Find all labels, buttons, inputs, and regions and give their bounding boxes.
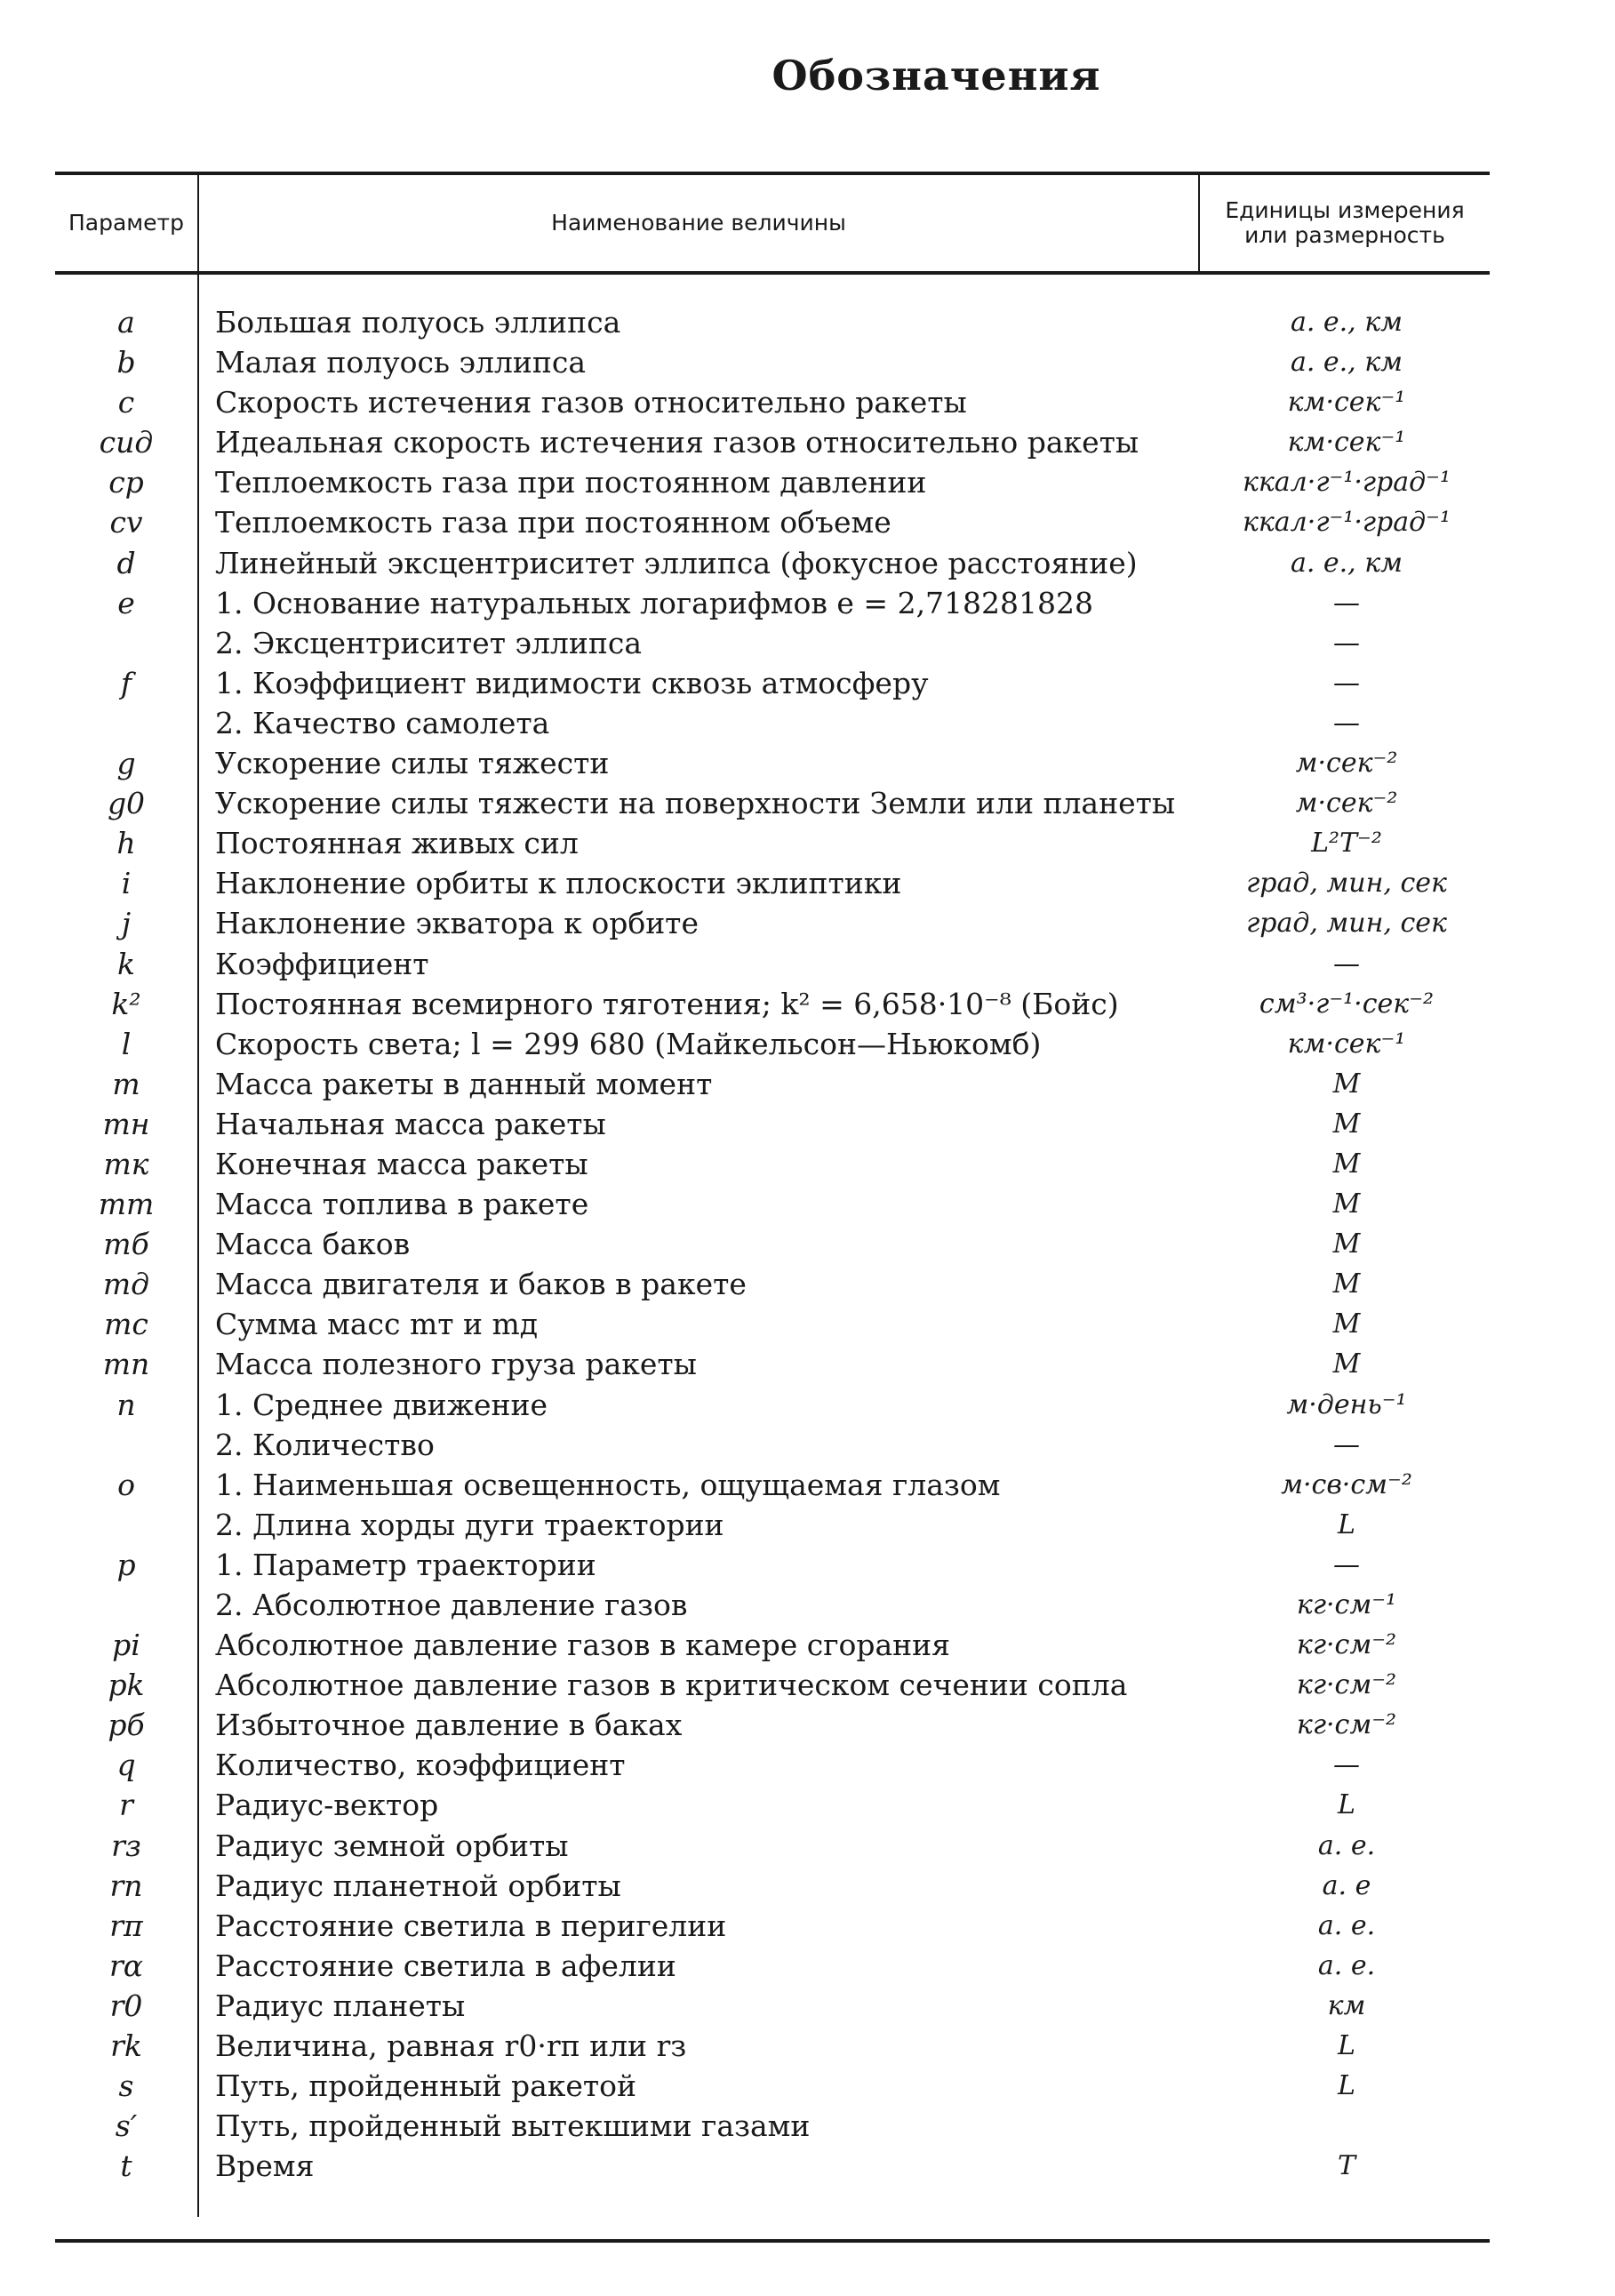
table-row (55, 663, 1490, 703)
row-units: а. е., км (1290, 547, 1403, 579)
row-param: l (121, 1026, 132, 1061)
row-units: M (1332, 1188, 1361, 1220)
row-units: км (1327, 1989, 1366, 2021)
row-param: cv (109, 505, 143, 540)
row-param: mб (103, 1227, 149, 1262)
row-units: M (1332, 1348, 1361, 1380)
row-name: Количество, коэффициент (215, 1748, 626, 1783)
table-row (55, 1986, 1490, 2026)
row-name: Скорость света; l = 299 680 (Майкельсон—Ньюкомб) (215, 1026, 1042, 1061)
row-name: Наклонение экватора к орбите (215, 906, 699, 941)
row-name: Сумма масс mт и mд (215, 1307, 539, 1342)
row-param: s (118, 2068, 134, 2104)
row-name: 2. Абсолютное давление газов (215, 1588, 688, 1622)
row-name: 2. Качество самолета (215, 705, 550, 740)
row-units: — (1333, 1548, 1360, 1580)
row-param: k² (111, 986, 141, 1021)
row-name: Избыточное давление в баках (215, 1708, 683, 1743)
row-units: а. е. (1317, 1909, 1376, 1941)
table-row (55, 1024, 1490, 1064)
row-param: e (117, 585, 135, 620)
table-row (55, 2066, 1490, 2106)
table-body (55, 302, 1490, 2186)
table-row (55, 743, 1490, 783)
row-name: Постоянная всемирного тяготения; k² = 6,658·10⁻⁸ (Бойс) (215, 986, 1119, 1021)
table-row (55, 703, 1490, 743)
row-units: м·св·см⁻² (1281, 1468, 1412, 1500)
table-row (55, 2026, 1490, 2066)
row-param: pб (108, 1708, 145, 1743)
row-units: M (1332, 1148, 1361, 1180)
row-name: Ускорение силы тяжести (215, 746, 610, 781)
row-name: Конечная масса ракеты (215, 1146, 588, 1181)
row-units: а. е. (1317, 1949, 1376, 1981)
row-param: k (117, 946, 135, 981)
table-row (55, 1385, 1490, 1425)
row-name: 2. Количество (215, 1427, 435, 1462)
row-name: Величина, равная r0·rп или rз (215, 2028, 687, 2064)
row-name: Ускорение силы тяжести на поверхности Земли или планеты (215, 786, 1176, 821)
row-param: b (116, 345, 136, 380)
row-param: s′ (115, 2108, 138, 2144)
row-units: L (1338, 2070, 1355, 2102)
row-param: d (116, 545, 136, 580)
table-row (55, 302, 1490, 342)
row-name: Скорость истечения газов относительно ракеты (215, 385, 967, 420)
row-param: j (121, 906, 132, 941)
header-name: Наименование величины (551, 210, 846, 236)
table-row (55, 1625, 1490, 1665)
row-name: Малая полуось эллипса (215, 345, 587, 380)
row-units: кг·см⁻² (1296, 1669, 1397, 1701)
row-units: — (1333, 627, 1360, 659)
table-row (55, 1946, 1490, 1986)
row-name: Постоянная живых сил (215, 826, 579, 861)
row-units: см³·г⁻¹·сек⁻² (1259, 988, 1435, 1020)
row-param: rп (109, 1868, 143, 1903)
row-units: кг·см⁻² (1296, 1629, 1397, 1661)
row-units: ккал·г⁻¹·град⁻¹ (1242, 507, 1451, 539)
table-row (55, 1465, 1490, 1505)
row-param: rα (108, 1948, 144, 1983)
row-param: mп (102, 1347, 150, 1382)
row-name: Теплоемкость газа при постоянном объеме (215, 505, 891, 540)
row-units: L (1338, 1508, 1355, 1540)
row-name: Расстояние светила в афелии (215, 1948, 676, 1983)
row-param: o (117, 1467, 135, 1502)
row-units: M (1332, 1268, 1361, 1300)
row-param: cид (99, 425, 154, 460)
row-param: r0 (109, 1988, 143, 2023)
row-name: 2. Эксцентриситет эллипса (215, 625, 643, 660)
header-units-line1: Единицы измерения (1225, 197, 1465, 223)
row-units: а. е., км (1290, 307, 1403, 338)
table-row (55, 1344, 1490, 1384)
table-row (55, 1745, 1490, 1785)
row-name: 2. Длина хорды дуги траектории (215, 1507, 724, 1542)
row-units: L (1338, 2030, 1355, 2062)
header-param: Параметр (68, 210, 184, 236)
page-title: Обозначения (772, 52, 1101, 100)
table-row (55, 623, 1490, 663)
row-units: T (1337, 2150, 1355, 2182)
table-row (55, 422, 1490, 462)
row-param: rз (111, 1828, 141, 1863)
row-units: град, мин, сек (1246, 908, 1447, 940)
table-row (55, 783, 1490, 823)
table-row (55, 583, 1490, 623)
table-row (55, 1826, 1490, 1866)
row-name: Радиус планеты (215, 1988, 466, 2023)
row-units: L (1338, 1789, 1355, 1821)
row-units: — (1333, 587, 1360, 619)
table-row (55, 1264, 1490, 1304)
table-row (55, 1224, 1490, 1264)
table-row (55, 382, 1490, 422)
row-units: M (1332, 1308, 1361, 1340)
row-param: mт (98, 1187, 155, 1222)
row-param: h (116, 826, 136, 861)
row-name: Масса ракеты в данный момент (215, 1066, 713, 1101)
row-name: 1. Среднее движение (215, 1387, 548, 1422)
header-units (1200, 175, 1490, 271)
table-row (55, 944, 1490, 984)
row-name: 1. Наименьшая освещенность, ощущаемая глазом (215, 1467, 1001, 1502)
table-row (55, 1064, 1490, 1104)
table-row (55, 1545, 1490, 1585)
row-name: Линейный эксцентриситет эллипса (фокусное расстояние) (215, 545, 1138, 580)
row-param: mд (102, 1267, 150, 1302)
row-units: км·сек⁻¹ (1287, 1028, 1406, 1060)
row-param: cp (108, 465, 144, 500)
row-units: ккал·г⁻¹·град⁻¹ (1242, 467, 1451, 499)
row-name: Расстояние светила в перигелии (215, 1908, 727, 1943)
row-param: f (120, 665, 132, 700)
row-name: 1. Основание натуральных логарифмов e = 2,718281828 (215, 585, 1094, 620)
row-name: Масса двигателя и баков в ракете (215, 1267, 747, 1302)
row-name: Большая полуось эллипса (215, 305, 621, 340)
table-row (55, 1585, 1490, 1625)
row-units: L²T⁻² (1311, 828, 1382, 860)
row-param: g (116, 746, 136, 781)
row-name: Теплоемкость газа при постоянном давлении (215, 465, 927, 500)
row-param: a (117, 305, 135, 340)
table-row (55, 1665, 1490, 1705)
table-row (55, 1705, 1490, 1745)
table-row (55, 1505, 1490, 1545)
row-param: n (116, 1387, 136, 1422)
table-row (55, 984, 1490, 1024)
table-bottom-rule (55, 2239, 1490, 2243)
row-param: i (121, 866, 132, 901)
row-units: M (1332, 1228, 1361, 1260)
table-row (55, 502, 1490, 542)
row-units: м·сек⁻² (1295, 748, 1398, 780)
row-name: Радиус планетной орбиты (215, 1868, 621, 1903)
table-row (55, 1184, 1490, 1224)
row-name: Радиус-вектор (215, 1788, 439, 1823)
row-name: Начальная масса ракеты (215, 1106, 606, 1141)
row-name: Радиус земной орбиты (215, 1828, 569, 1863)
row-param: rk (110, 2028, 142, 2064)
row-param: r (119, 1788, 133, 1823)
row-name: 1. Параметр траектории (215, 1547, 596, 1582)
row-param: t (120, 2148, 132, 2184)
row-units: км·сек⁻¹ (1287, 427, 1406, 459)
row-units: кг·см⁻¹ (1296, 1589, 1397, 1620)
row-param: mк (103, 1146, 149, 1181)
row-param: g0 (107, 786, 146, 821)
table-row (55, 2106, 1490, 2146)
row-name: Масса баков (215, 1227, 411, 1262)
row-param: m (112, 1066, 140, 1101)
row-units: — (1333, 1428, 1360, 1460)
row-name: Абсолютное давление газов в критическом сечении сопла (215, 1668, 1128, 1703)
row-name: Наклонение орбиты к плоскости эклиптики (215, 866, 902, 901)
table-row (55, 543, 1490, 583)
table-row (55, 1866, 1490, 1906)
row-name: Идеальная скорость истечения газов относительно ракеты (215, 425, 1139, 460)
header-units-line2: или размерность (1244, 222, 1445, 248)
row-param: p (116, 1547, 136, 1582)
row-units: град, мин, сек (1246, 868, 1447, 900)
row-name: Коэффициент (215, 946, 429, 981)
table-row (55, 1906, 1490, 1946)
row-units: M (1332, 1108, 1361, 1140)
row-units: — (1333, 948, 1360, 980)
row-name: Масса топлива в ракете (215, 1187, 589, 1222)
row-name: 1. Коэффициент видимости сквозь атмосферу (215, 665, 929, 700)
row-units: м·день⁻¹ (1286, 1388, 1407, 1420)
row-param: pk (108, 1668, 145, 1703)
row-units: а. е (1322, 1869, 1371, 1901)
row-param: mн (102, 1106, 150, 1141)
row-param: mс (104, 1307, 148, 1342)
row-units: M (1332, 1068, 1361, 1100)
row-units: — (1333, 1749, 1360, 1781)
row-name: Масса полезного груза ракеты (215, 1347, 697, 1382)
row-units: а. е., км (1290, 347, 1403, 379)
row-units: а. е. (1317, 1829, 1376, 1861)
row-name: Путь, пройденный ракетой (215, 2068, 637, 2104)
row-param: c (117, 385, 135, 420)
row-units: — (1333, 667, 1360, 699)
table-row (55, 1304, 1490, 1344)
row-units: — (1333, 707, 1360, 739)
row-name: Время (215, 2148, 315, 2184)
table-row (55, 1104, 1490, 1144)
table-row (55, 823, 1490, 863)
row-name: Путь, пройденный вытекшими газами (215, 2108, 811, 2144)
row-param: q (116, 1748, 136, 1783)
table-row (55, 1785, 1490, 1825)
table-row (55, 1144, 1490, 1184)
table-row (55, 462, 1490, 502)
row-param: rπ (109, 1908, 143, 1943)
table-row (55, 342, 1490, 382)
table-header-rule (55, 271, 1490, 275)
table-row (55, 903, 1490, 943)
row-units: м·сек⁻² (1295, 788, 1398, 820)
row-param: pi (112, 1628, 140, 1663)
row-name: Абсолютное давление газов в камере сгорания (215, 1628, 950, 1663)
table-row (55, 1425, 1490, 1465)
table-row (55, 863, 1490, 903)
row-units: кг·см⁻² (1296, 1709, 1397, 1741)
row-units: км·сек⁻¹ (1287, 387, 1406, 419)
table-row (55, 2146, 1490, 2186)
